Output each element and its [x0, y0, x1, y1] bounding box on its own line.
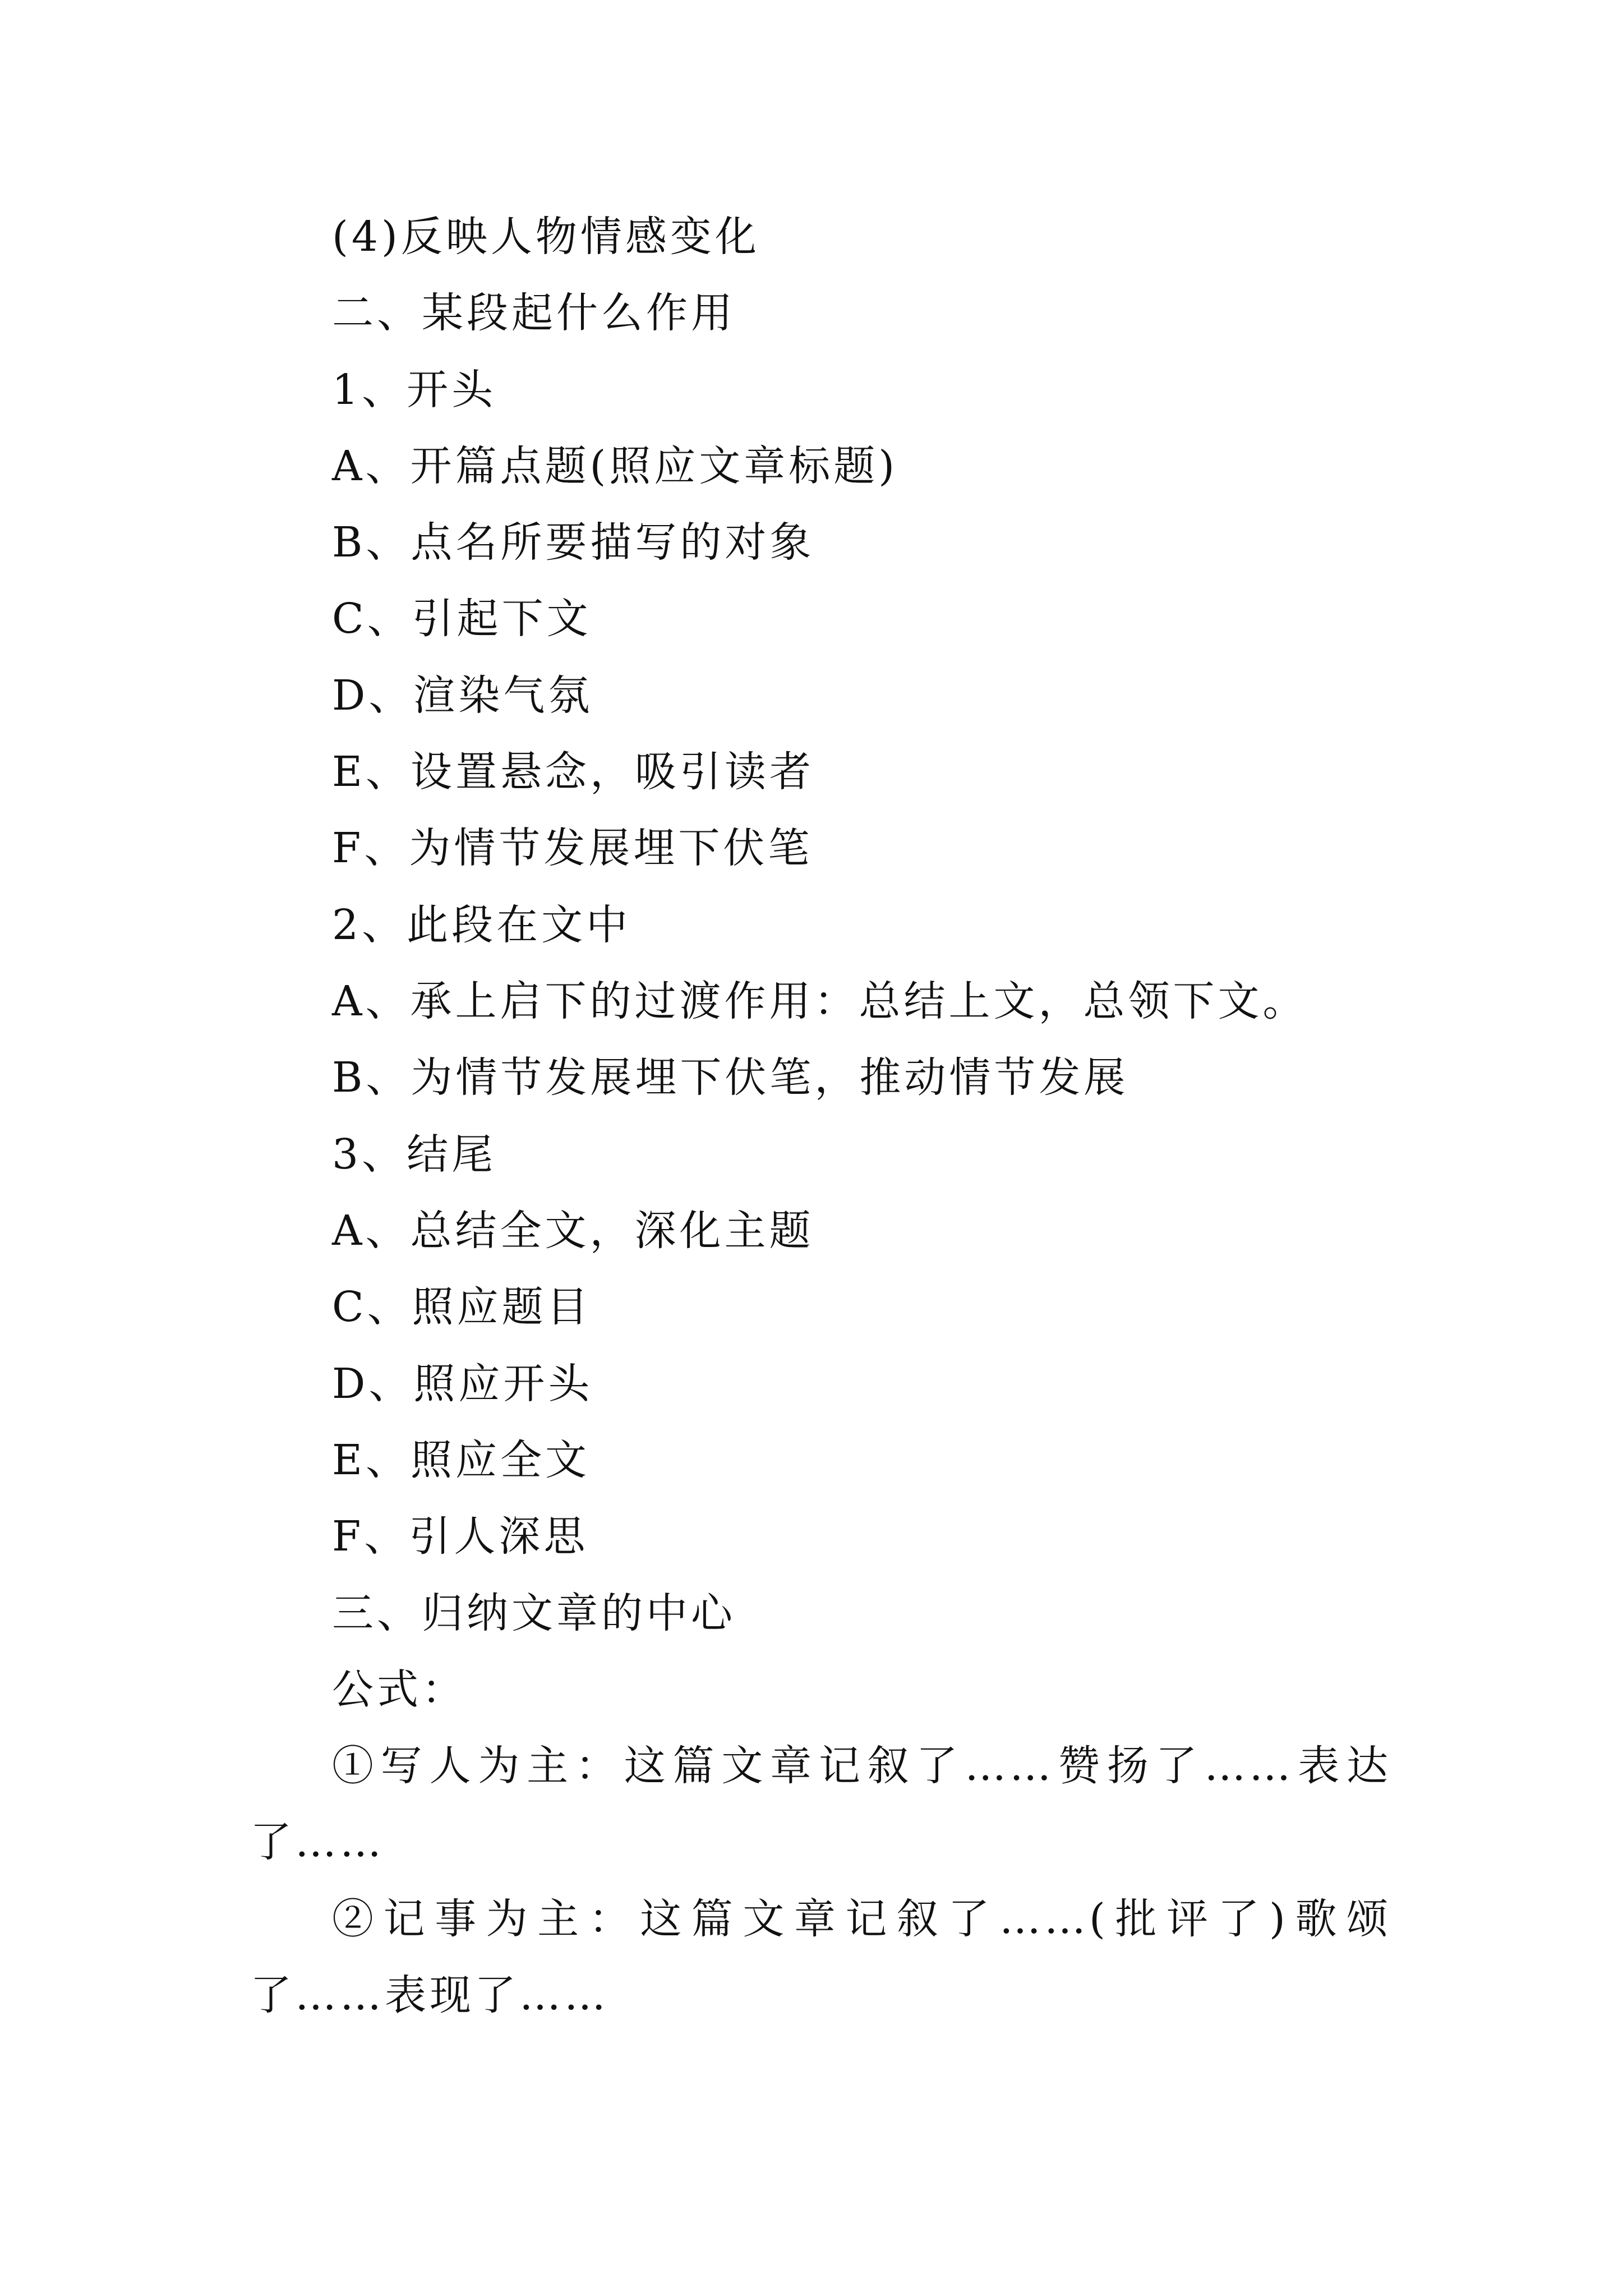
- list-item: C、照应题目: [332, 1283, 592, 1331]
- subsection-heading: 1、开头: [332, 366, 497, 414]
- list-item: E、设置悬念，吸引读者: [332, 748, 815, 796]
- list-item: B、为情节发展埋下伏笔，推动情节发展: [332, 1053, 1129, 1102]
- formula-paragraph: ②记事为主：这篇文章记叙了……(批评了)歌颂了……表现了……: [250, 1895, 1391, 2019]
- list-item: A、总结全文，深化主题: [332, 1207, 814, 1255]
- list-item: A、开篇点题(照应文章标题): [332, 442, 898, 490]
- text-line: (4)反映人物情感变化: [332, 213, 760, 261]
- list-item: B、点名所要描写的对象: [332, 518, 815, 567]
- text-line: 公式：: [332, 1665, 467, 1714]
- list-item: D、渲染气氛: [332, 671, 593, 720]
- list-item: E、照应全文: [332, 1436, 591, 1484]
- subsection-heading: 2、此段在文中: [332, 901, 631, 949]
- list-item: A、承上启下的过渡作用：总结上文，总领下文。: [332, 977, 1308, 1025]
- section-heading: 二、某段起什么作用: [332, 289, 736, 337]
- formula-paragraph: ①写人为主：这篇文章记叙了……赞扬了……表达了……: [250, 1742, 1391, 1866]
- list-item: F、为情节发展埋下伏笔: [332, 824, 813, 872]
- list-item: F、引人深思: [332, 1512, 589, 1561]
- section-heading: 三、归纳文章的中心: [332, 1589, 736, 1637]
- list-item: C、引起下文: [332, 595, 592, 643]
- subsection-heading: 3、结尾: [332, 1130, 497, 1179]
- list-item: D、照应开头: [332, 1360, 593, 1408]
